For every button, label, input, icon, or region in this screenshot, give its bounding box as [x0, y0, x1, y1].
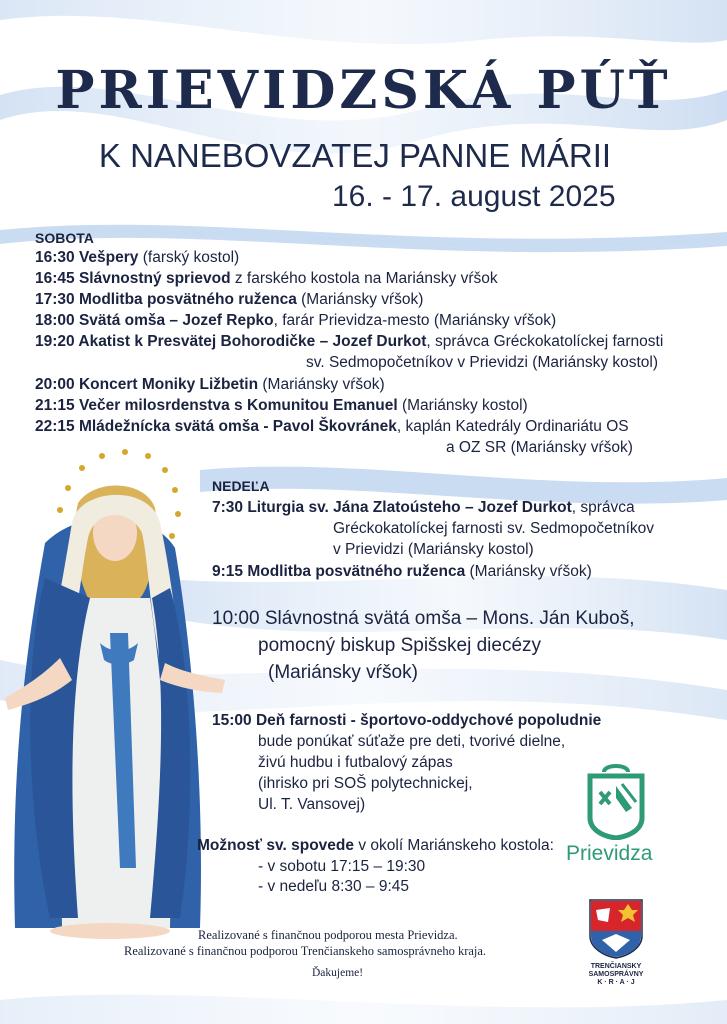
schedule-item-continuation: sv. Sedmopočetníkov v Prievidzi (Mariánsky kostol) [306, 354, 659, 371]
page-title: PRIEVIDZSKÁ PÚŤ [55, 60, 672, 121]
schedule-item: 21:15 Večer milosrdenstva s Komunitou Emanuel (Mariánsky kostol) [35, 397, 528, 414]
schedule-item-continuation: v Prievidzi (Mariánsky kostol) [333, 541, 534, 558]
schedule-item: 15:00 Deň farnosti - športovo-oddychové popoludnie [212, 712, 602, 729]
schedule-item: 7:30 Liturgia sv. Jána Zlatoústeho – Jozef Durkot, správca [212, 499, 635, 516]
confession-info: Možnosť sv. spovede v okolí Mariánskeho kostola: [197, 837, 554, 854]
prievidza-logo [586, 762, 646, 840]
schedule-item: 18:00 Svätá omša – Jozef Repko, farár Prievidza-mesto (Mariánsky vŕšok) [35, 312, 557, 329]
event-date: 16. - 17. august 2025 [332, 180, 616, 213]
main-mass-line3: (Mariánsky vŕšok) [268, 662, 418, 683]
schedule-item-continuation: živú hudbu i futbalový zápas [258, 754, 453, 771]
schedule-item-continuation: Gréckokatolíckej farnosti sv. Sedmopočetníkov [333, 520, 655, 537]
schedule-item: 19:20 Akatist k Presvätej Bohorodičke – Jozef Durkot, správca Gréckokatolíckej farnosti [35, 333, 664, 350]
footer-thanks: Ďakujeme! [312, 967, 364, 979]
schedule-item: 22:15 Mládežnícka svätá omša - Pavol Škovránek, kaplán Katedrály Ordinariátu OS [35, 418, 629, 435]
schedule-item: 9:15 Modlitba posvätného ruženca (Mariánsky vŕšok) [212, 563, 592, 580]
main-mass-line1: 10:00 Slávnostná svätá omša – Mons. Ján Kuboš, [212, 608, 635, 629]
schedule-item-continuation: (ihrisko pri SOŠ polytechnickej, [258, 775, 473, 792]
schedule-item-continuation: a OZ SR (Mariánsky vŕšok) [446, 439, 633, 456]
prievidza-logo-text: Prievidza [566, 842, 653, 865]
schedule-item: 16:30 Vešpery (farský kostol) [35, 249, 240, 266]
footer-line1: Realizované s finančnou podporou mesta Prievidza. [198, 928, 458, 942]
schedule-item: 20:00 Koncert Moniky Ližbetin (Mariánsky vŕšok) [35, 376, 385, 393]
region-crest [588, 898, 644, 960]
page-subtitle: K NANEBOVZATEJ PANNE MÁRII [98, 137, 612, 174]
schedule-item: 16:45 Slávnostný sprievod z farského kostola na Mariánsky vŕšok [35, 270, 498, 287]
main-mass-line2: pomocný biskup Spišskej diecézy [258, 635, 542, 656]
schedule-item: 17:30 Modlitba posvätného ruženca (Mariánsky vŕšok) [35, 291, 424, 308]
schedule-item-continuation: bude ponúkať súťaže pre deti, tvorivé dielne, [258, 733, 566, 750]
virgin-mary-illustration [0, 448, 240, 948]
footer-line2: Realizované s finančnou podporou Trenčianskeho samosprávneho kraja. [124, 944, 487, 958]
day-heading-sunday: NEDEĽA [212, 478, 270, 494]
confession-time: - v sobotu 17:15 – 19:30 [258, 858, 426, 875]
region-logo-text: TRENČIANSKY SAMOSPRÁVNY K · R · A · J [588, 963, 644, 986]
schedule-item-continuation: Ul. T. Vansovej) [258, 796, 366, 813]
confession-time: - v nedeľu 8:30 – 9:45 [258, 878, 410, 895]
day-heading-saturday: SOBOTA [35, 230, 94, 246]
